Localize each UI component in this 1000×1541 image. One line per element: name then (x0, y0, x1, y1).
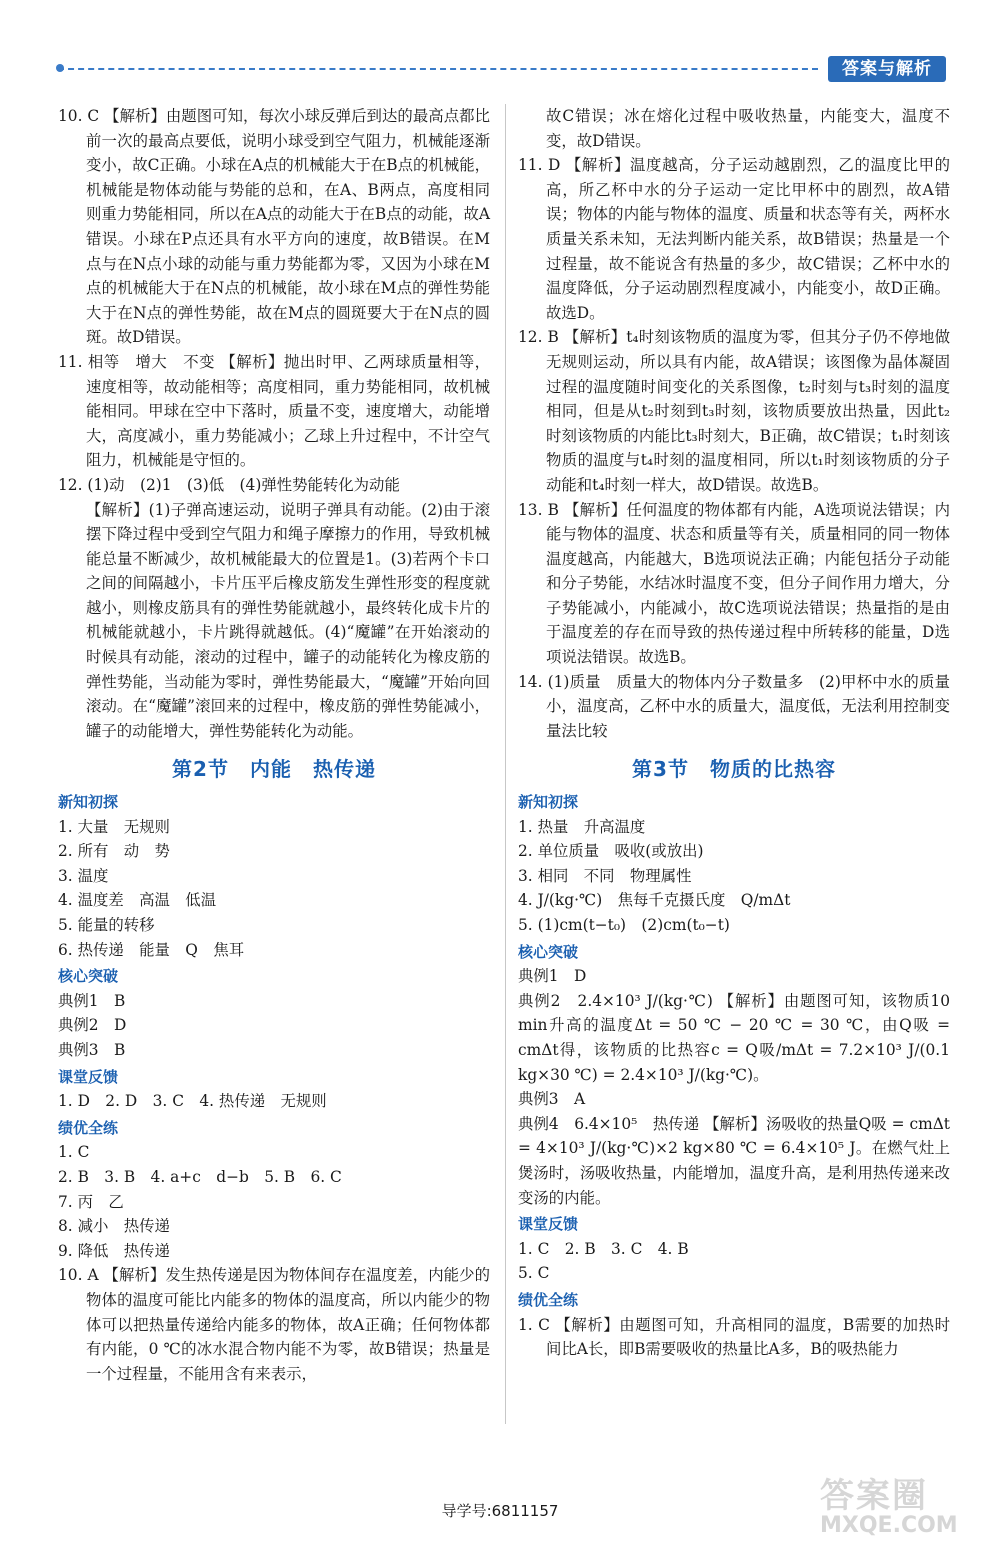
answer-line: 7. 丙 乙 (58, 1192, 124, 1211)
answer-line: 4. 温度差 高温 低温 (58, 891, 217, 910)
answer-line: 典例1 D (518, 967, 587, 986)
subsection-heading: 新知初探 (58, 793, 119, 812)
answer-item: 11. D 【解析】温度越高，分子运动越剧烈，乙的温度比甲的高，所乙杯中水的分子运动一定比甲杯中的剧烈，故A错误；物体的内能与物体的温度、质量和状态等有关，两杯水质量关系未知，无法判断内能关系，故B错误；热量是一个过程量，故不能说含有热量的多少，故C错误；乙杯中水的温度降低，分子运动剧烈程度减小，内能变小，故D正确。故选D。 (518, 156, 950, 322)
page-footer: 导学号:6811157 (441, 1502, 559, 1520)
answer-line: 2. B 3. B 4. a+c d−b 5. B 6. C (58, 1167, 342, 1186)
answer-item: 典例4 6.4×10⁵ 热传递 【解析】汤吸收的热量Q吸 = cmΔt = 4×10³ J/(kg·℃)×2 kg×80 ℃ = 6.4×10⁵ J。在燃气灶上煲汤时，汤吸收热量，内能增加，温度升高，是利用热传递来改变汤的内能。 (518, 1114, 950, 1207)
answer-line: 5. (1)cm(t−t₀) (2)cm(t₀−t) (518, 916, 730, 934)
answer-line: 1. C (58, 1143, 90, 1162)
answer-item: 14. (1)质量 质量大的物体内分子数量多 (2)甲杯中水的质量小，温度高，乙杯中水的质量大，温度低，无法利用控制变量法比较 (518, 672, 950, 740)
answer-line: 6. 热传递 能量 Q 焦耳 (58, 940, 245, 959)
subsection-heading: 课堂反馈 (58, 1067, 119, 1086)
right-column (518, 104, 950, 1362)
answer-continuation: 故C错误；冰在熔化过程中吸收热量，内能变大，温度不变，故D错误。 (546, 107, 950, 150)
section-title: 第2节 内能 热传递 (172, 757, 376, 782)
subsection-heading: 核心突破 (58, 967, 119, 986)
answer-line: 1. D 2. D 3. C 4. 热传递 无规则 (58, 1092, 327, 1111)
answer-line: 典例1 B (58, 991, 126, 1010)
answer-item: 10. A 【解析】发生热传递是因为物体间存在温度差，内能少的物体的温度可能比内能多的物体的温度高，所以内能少的物体可以把热量传递给内能多的物体，故A正确；任何物体都有内能，0 ℃的冰水混合物内能不为零，故B错误；热量是一个过程量，不能用含有来表示， (58, 1266, 490, 1383)
answer-line: 4. J/(kg·℃) 焦每千克摄氏度 Q/mΔt (518, 891, 791, 910)
answer-line: 5. C (518, 1264, 550, 1283)
watermark-url: MXQE.COM (820, 1513, 958, 1538)
answer-line: 5. 能量的转移 (58, 916, 155, 934)
answer-analysis: 【解析】(1)子弹高速运动，说明子弹具有动能。(2)由于滚摆下降过程中受到空气阻力和绳子摩擦力的作用，导致机械能总量不断减少，故机械能最大的位置是1。(3)若两个卡口之间的间隔越小，卡片压平后橡皮筋发生弹性形变的程度就越小，则橡皮筋具有的弹性势能就越小，最终转化成卡片的机械能就越小，卡片跳得就越低。(4)“魔罐”在开始滚动的时候具有动能，滚动的过程中，罐子的动能转化为橡皮筋的弹性势能，当动能为零时，弹性势能最大，“魔罐”开始向回滚动。在“魔罐”滚回来的过程中，橡皮筋的弹性势能减小，罐子的动能增大，弹性势能转化为动能。 (86, 500, 490, 740)
header-badge: 答案与解析 (828, 56, 946, 82)
answer-line: 1. C 2. B 3. C 4. B (518, 1239, 689, 1258)
answer-line: 3. 相同 不同 物理属性 (518, 866, 692, 885)
column-divider (505, 104, 506, 1424)
answer-item: 12. B 【解析】t₄时刻该物质的温度为零，但其分子仍不停地做无规则运动，所以具有内能，故A错误；该图像为晶体凝固过程的温度随时间变化的关系图像，t₂时刻与t₃时刻的温度相同，但是从t₂时刻到t₃时刻，该物质要放出热量，因此t₂时刻该物质的内能比t₃时刻大，B正确，故C错误；t₁时刻该物质的温度与t₄时刻的温度相同，所以t₁时刻该物质的分子动能和t₄时刻一样大，故D错误。故选B。 (518, 328, 950, 494)
answer-item: 12. (1)动 (2)1 (3)低 (4)弹性势能转化为动能 (58, 475, 400, 494)
answer-item: 典例2 2.4×10³ J/(kg·℃) 【解析】由题图可知，该物质10 min升高的温度Δt = 50 ℃ − 20 ℃ = 30 ℃，由Q吸 = cmΔt得，该物质的比热容c = Q吸/mΔt = 7.2×10³ J/(0.1 kg×30 ℃) = 2.4×10³ J/(kg·℃)。 (518, 991, 950, 1084)
watermark-text: 答案圈 (820, 1476, 928, 1516)
answer-line: 2. 所有 动 势 (58, 842, 170, 861)
answer-line: 典例3 A (518, 1090, 586, 1109)
subsection-heading: 绩优全练 (518, 1290, 579, 1309)
subsection-heading: 新知初探 (518, 793, 579, 812)
answer-line: 3. 温度 (58, 866, 109, 885)
answer-line: 9. 降低 热传递 (58, 1241, 170, 1260)
subsection-heading: 绩优全练 (58, 1118, 119, 1137)
answer-item: 13. B 【解析】任何温度的物体都有内能，A选项说法错误；内能与物体的温度、状态和质量等有关，质量相同的同一物体温度越高，内能越大，B选项说法正确；内能包括分子动能和分子势能，水结冰时温度不变，但分子间作用力增大，分子势能减小，内能减小，故C选项说法错误；热量指的是由于温度差的存在而导致的热传递过程中所转移的能量，D选项说法错误。故选B。 (518, 500, 950, 667)
subsection-heading: 核心突破 (518, 942, 579, 961)
header-rule (58, 68, 818, 70)
answer-line: 典例3 B (58, 1040, 126, 1059)
answer-item: 10. C 【解析】由题图可知，每次小球反弹后到达的最高点都比前一次的最高点要低，说明小球受到空气阻力，机械能逐渐变小，故C正确。小球在A点的机械能大于在B点的机械能，机械能是物体动能与势能的总和，在A、B两点，高度相同则重力势能相同，所以在A点的动能大于在B点的动能，故A错误。小球在P点还具有水平方向的速度，故B错误。在M点与在N点小球的动能与重力势能都为零，又因为小球在M点的机械能大于在N点的机械能，故小球在M点的弹性势能大于在N点的弹性势能，故在M点的圆斑要大于在N点的圆斑。故D错误。 (58, 107, 490, 347)
answer-item: 11. 相等 增大 不变 【解析】抛出时甲、乙两球质量相等，速度相等，故动能相等；高度相同，重力势能相同，故机械能相同。甲球在空中下落时，质量不变，速度增大，动能增大，高度减小，重力势能减小；乙球上升过程中，不计空气阻力，机械能是守恒的。 (58, 352, 490, 470)
answer-item: 1. C 【解析】由题图可知，升高相同的温度，B需要的加热时间比A长，即B需要吸收的热量比A多，B的吸热能力 (518, 1315, 950, 1359)
watermark-logo (820, 1468, 958, 1538)
subsection-heading: 课堂反馈 (518, 1215, 579, 1234)
answer-line: 1. 大量 无规则 (58, 817, 170, 836)
answer-line: 2. 单位质量 吸收(或放出) (518, 842, 704, 861)
section-title: 第3节 物质的比热容 (632, 757, 836, 782)
left-column (58, 104, 490, 1386)
answer-line: 典例2 D (58, 1016, 127, 1035)
answer-line: 1. 热量 升高温度 (518, 817, 646, 836)
answer-line: 8. 减小 热传递 (58, 1217, 170, 1236)
